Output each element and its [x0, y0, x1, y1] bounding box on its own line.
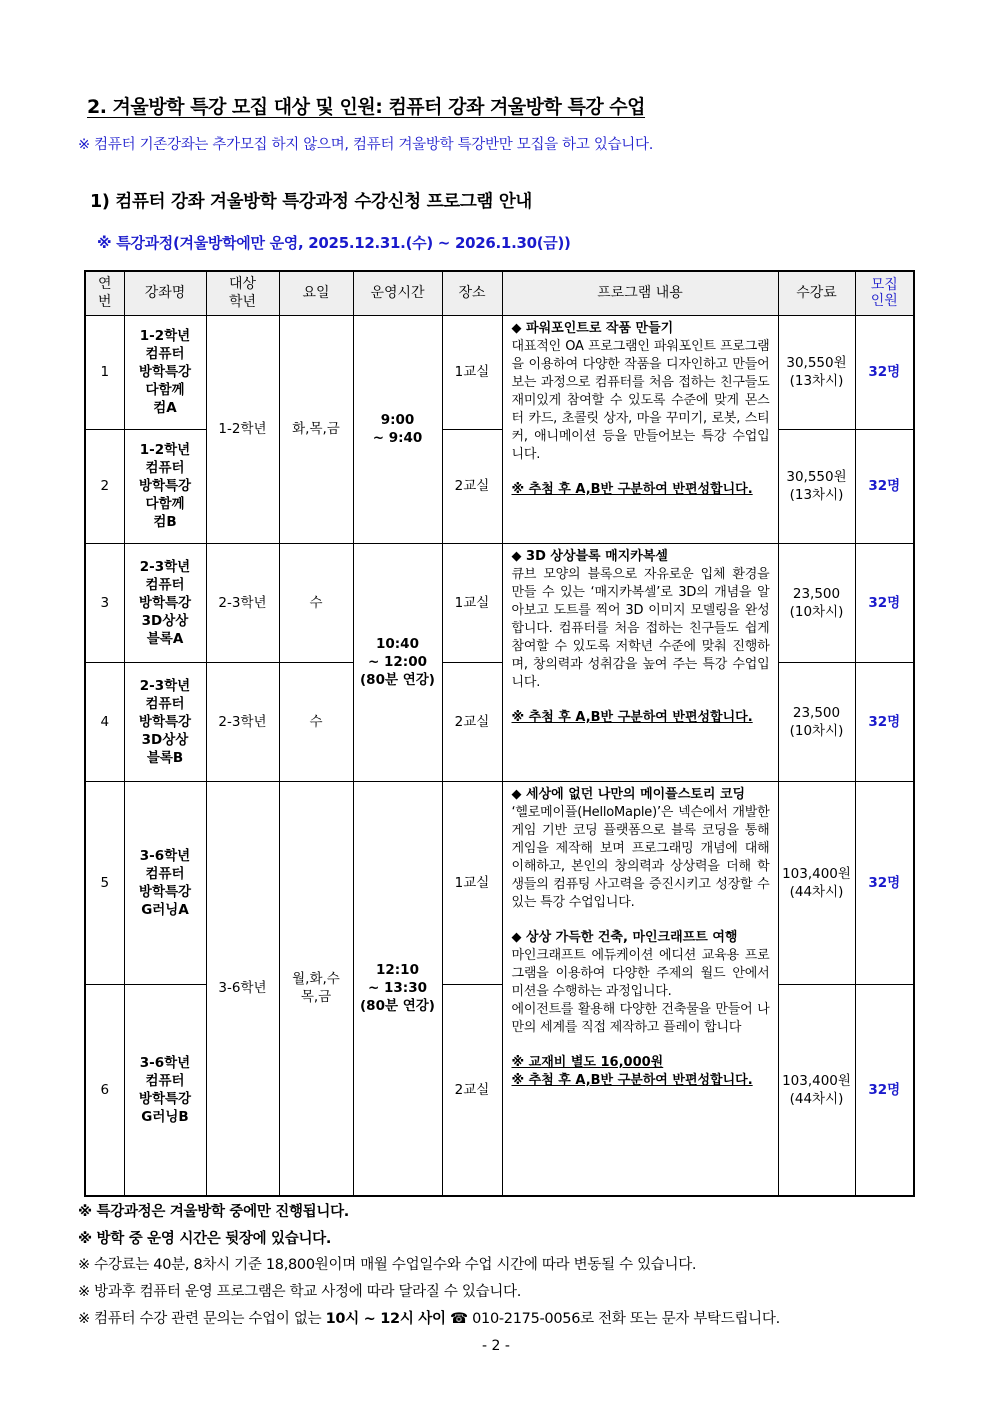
course-name: 1-2학년 컴퓨터 방학특강 다함께 컴B: [124, 429, 206, 543]
table-row: [85, 781, 914, 984]
contact-phone: 010-2175-0056: [472, 1311, 581, 1327]
room: 1교실: [442, 781, 502, 984]
fee: 30,550원 (13차시): [778, 315, 855, 429]
room: 2교실: [442, 429, 502, 543]
capacity: 32명: [855, 662, 914, 781]
contact-prefix: ※ 컴퓨터 수강 관련 문의는 수업이 없는: [78, 1311, 326, 1327]
fee: 23,500 (10차시): [778, 662, 855, 781]
room: 2교실: [442, 984, 502, 1196]
class-time: 10:40 ~ 12:00 (80분 연강): [353, 543, 442, 781]
page-number: - 2 -: [482, 1338, 510, 1354]
content-body: ‘헬로메이플(HelloMaple)’은 넥슨에서 개발한 게임 기반 코딩 플랫폼으로 블록 코딩을 통해 게임을 제작해 보며 프로그래밍 개념에 대해 이해하고, 본인의 창의력과 상상력을 더해 학생들의 컴퓨팅 사고력을 증진시키고 성장할 수 있는 특강 수업입니다.: [511, 804, 770, 910]
target-grade: 3-6학년: [206, 781, 279, 1196]
table-header-row: [85, 271, 914, 315]
room: 1교실: [442, 543, 502, 662]
course-name: 2-3학년 컴퓨터 방학특강 3D상상 블록A: [124, 543, 206, 662]
capacity: 32명: [855, 781, 914, 984]
content-body: 대표적인 OA 프로그램인 파워포인트 프로그램을 이용하여 다양한 작품을 디자인하고 만들어보는 과정으로 컴퓨터를 처음 접하는 친구들도 재미있게 참여할 수 있도록 수준에 맞게 몬스터 카드, 초콜릿 상자, 마을 꾸미기, 로봇, 스티커, 애니메이션 등을 만들어보는 특강 수업입니다.: [511, 338, 770, 462]
header-days: 요일: [279, 271, 353, 315]
capacity: 32명: [855, 543, 914, 662]
program-content: [502, 543, 778, 781]
class-days: 화,목,금: [279, 315, 353, 543]
content-note: ※ 추첨 후 A,B반 구분하여 반편성합니다.: [511, 1072, 753, 1088]
program-content: [502, 315, 778, 543]
table-row: [85, 662, 914, 781]
subsection-title: 1) 컴퓨터 강좌 겨울방학 특강과정 수강신청 프로그램 안내: [90, 192, 533, 212]
class-days: 수: [279, 662, 353, 781]
class-time: 12:10 ~ 13:30 (80분 연강): [353, 781, 442, 1196]
content-heading: ◆ 상상 가득한 건축, 마인크래프트 여행: [511, 929, 738, 945]
notice-text: ※ 컴퓨터 기존강좌는 추가모집 하지 않으며, 컴퓨터 겨울방학 특강반만 모집을 하고 있습니다.: [78, 137, 654, 153]
fee: 30,550원 (13차시): [778, 429, 855, 543]
contact-line: [78, 1307, 780, 1328]
course-name: 1-2학년 컴퓨터 방학특강 다함께 컴A: [124, 315, 206, 429]
program-table: [84, 270, 915, 1197]
header-grade: 대상 학년: [206, 271, 279, 315]
course-name: 2-3학년 컴퓨터 방학특강 3D상상 블록B: [124, 662, 206, 781]
content-body: 마인크래프트 에듀케이션 에디션 교육용 프로그램을 이용하여 다양한 주제의 월드 안에서 미션을 수행하는 과정입니다. 에이전트를 활용해 다양한 건축물을 만들어 나만의 세계를 직접 제작하고 플레이 합니다: [511, 947, 770, 1035]
class-days: 월,화,수 목,금: [279, 781, 353, 1196]
room: 2교실: [442, 662, 502, 781]
course-name: 3-6학년 컴퓨터 방학특강 G러닝B: [124, 984, 206, 1196]
row-no: 1: [85, 315, 124, 429]
content-heading: ◆ 파워포인트로 작품 만들기: [511, 320, 674, 336]
contact-suffix: 로 전화 또는 문자 부탁드립니다.: [580, 1311, 780, 1327]
target-grade: 2-3학년: [206, 543, 279, 662]
target-grade: 2-3학년: [206, 662, 279, 781]
row-no: 3: [85, 543, 124, 662]
capacity: 32명: [855, 984, 914, 1196]
content-heading: ◆ 세상에 없던 나만의 메이플스토리 코딩: [511, 786, 746, 802]
section-title: 2. 겨울방학 특강 모집 대상 및 인원: 컴퓨터 강좌 겨울방학 특강 수업: [87, 96, 646, 118]
row-no: 4: [85, 662, 124, 781]
row-no: 2: [85, 429, 124, 543]
footnote: ※ 방학 중 운영 시간은 뒷장에 있습니다.: [78, 1231, 332, 1247]
content-note: ※ 추첨 후 A,B반 구분하여 반편성합니다.: [511, 481, 753, 497]
content-note: ※ 교재비 별도 16,000원: [511, 1054, 664, 1070]
period-text: ※ 특강과정(겨울방학에만 운영, 2025.12.31.(수) ~ 2026.1.30(금)): [97, 234, 571, 252]
header-course: 강좌명: [124, 271, 206, 315]
course-name: 3-6학년 컴퓨터 방학특강 G러닝A: [124, 781, 206, 984]
header-time: 운영시간: [353, 271, 442, 315]
room: 1교실: [442, 315, 502, 429]
fee: 103,400원 (44차시): [778, 984, 855, 1196]
header-fee: 수강료: [778, 271, 855, 315]
footnote: ※ 수강료는 40분, 8차시 기준 18,800원이며 매월 수업일수와 수업 시간에 따라 변동될 수 있습니다.: [78, 1257, 697, 1273]
header-room: 장소: [442, 271, 502, 315]
row-no: 6: [85, 984, 124, 1196]
class-days: 수: [279, 543, 353, 662]
header-no: 연 번: [85, 271, 124, 315]
header-content: 프로그램 내용: [502, 271, 778, 315]
fee: 23,500 (10차시): [778, 543, 855, 662]
footnote: ※ 방과후 컴퓨터 운영 프로그램은 학교 사정에 따라 달라질 수 있습니다.: [78, 1284, 522, 1300]
target-grade: 1-2학년: [206, 315, 279, 543]
capacity: 32명: [855, 315, 914, 429]
header-capacity: 모집 인원: [855, 271, 914, 315]
content-note: ※ 추첨 후 A,B반 구분하여 반편성합니다.: [511, 709, 753, 725]
footnote: ※ 특강과정은 겨울방학 중에만 진행됩니다.: [78, 1204, 350, 1220]
content-heading: ◆ 3D 상상블록 매지카복셀: [511, 548, 668, 564]
table-row: [85, 543, 914, 662]
fee: 103,400원 (44차시): [778, 781, 855, 984]
class-time: 9:00 ~ 9:40: [353, 315, 442, 543]
row-no: 5: [85, 781, 124, 984]
contact-hours: 10시 ~ 12시 사이: [325, 1311, 446, 1327]
program-content: [502, 781, 778, 1196]
table-row: [85, 315, 914, 429]
phone-icon: ☎: [450, 1311, 468, 1327]
capacity: 32명: [855, 429, 914, 543]
content-body: 큐브 모양의 블록으로 자유로운 입체 환경을 만들 수 있는 ‘매지카복셀’로 3D의 개념을 알아보고 도트를 찍어 3D 이미지 모델링을 완성합니다. 컴퓨터를 처음 접하는 친구들도 쉽게 참여할 수 있도록 저학년 수준에 맞춰 진행하며, 창의력과 성취감을 높여 주는 특강 수업입니다.: [511, 566, 770, 690]
